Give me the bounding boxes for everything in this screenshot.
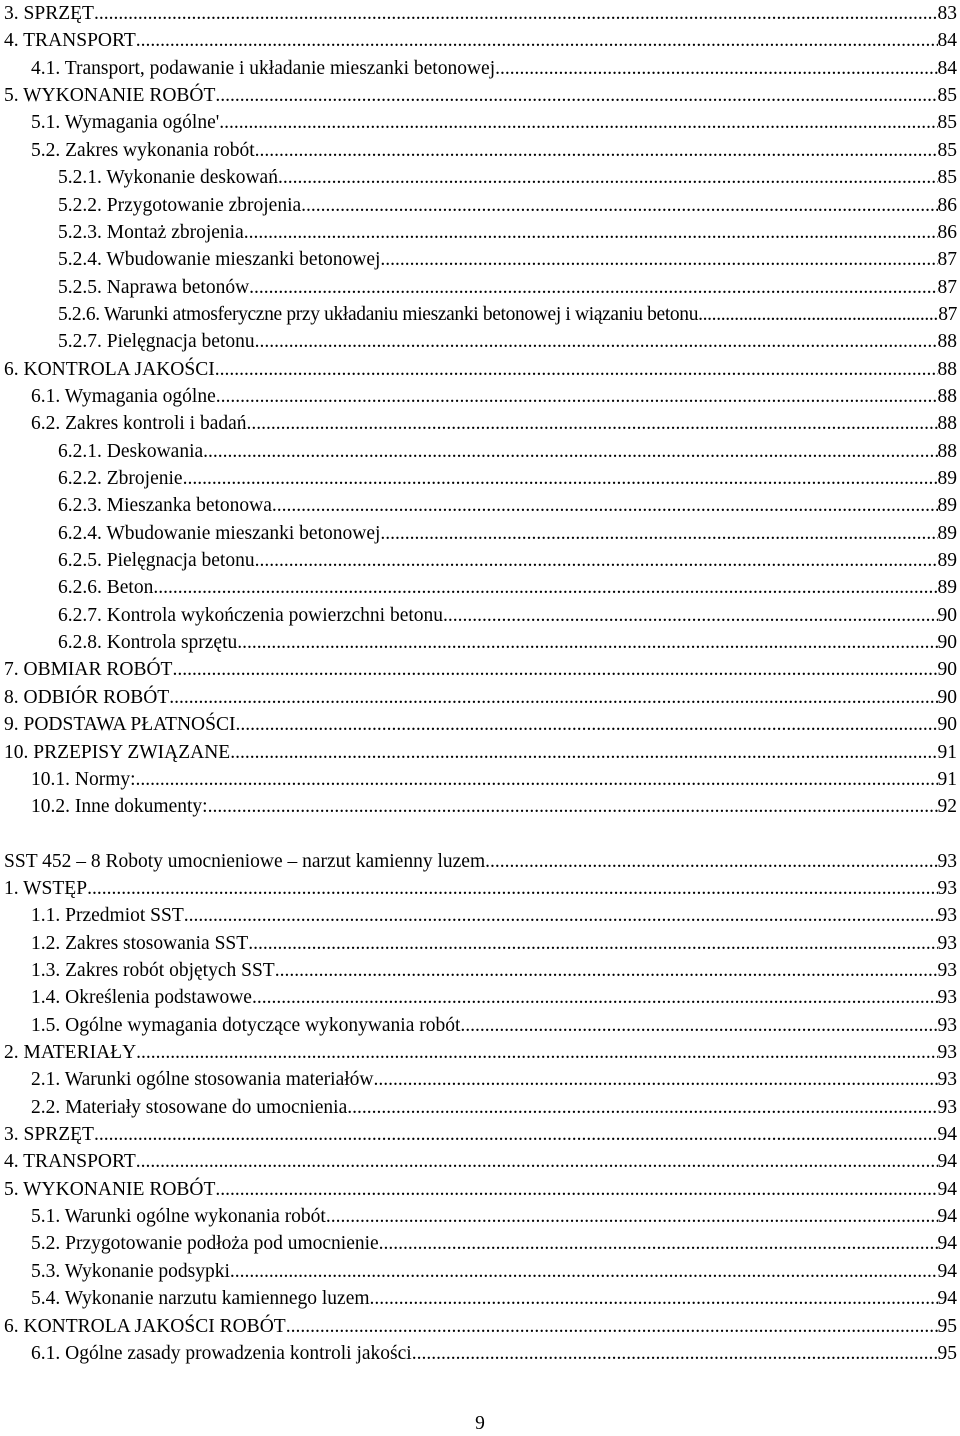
toc-dot-leader [244, 219, 938, 246]
toc-dot-leader [235, 711, 937, 738]
toc-entry-page: 93 [937, 932, 957, 954]
toc-entry-label: 4.1. Transport, podawanie i układanie mieszanki betonowej [31, 57, 496, 79]
toc-entry-page: 94 [937, 1124, 957, 1145]
toc-entry[interactable] [58, 274, 957, 301]
toc-entry[interactable] [58, 629, 957, 656]
toc-dot-leader [230, 1258, 938, 1285]
toc-entry[interactable] [4, 356, 957, 383]
toc-entry[interactable] [31, 1230, 957, 1257]
toc-entry-label: 5.2.5. Naprawa betonów [58, 276, 250, 298]
toc-dot-leader [347, 1094, 937, 1121]
toc-entry-label: 6.2.3. Mieszanka betonowa [58, 495, 272, 517]
toc-dot-leader [286, 1313, 938, 1340]
toc-entry[interactable] [4, 656, 957, 683]
toc-entry-page: 93 [937, 1096, 957, 1118]
toc-entry[interactable] [58, 164, 957, 191]
toc-entry-label: 5.2.7. Pielęgnacja betonu [58, 331, 255, 353]
toc-dot-leader [275, 957, 938, 984]
toc-entry-page: 90 [937, 604, 957, 626]
toc-entry-label: 5.2.1. Wykonanie deskowań [58, 167, 278, 189]
toc-dot-leader [255, 137, 938, 164]
toc-entry[interactable] [4, 0, 957, 27]
toc-entry[interactable] [58, 492, 957, 519]
toc-dot-leader [412, 1340, 938, 1367]
toc-dot-leader [215, 82, 937, 109]
toc-dot-leader [255, 328, 938, 355]
toc-entry[interactable] [4, 1121, 957, 1148]
toc-entry-page: 93 [937, 987, 957, 1009]
toc-entry-page: 90 [937, 714, 957, 736]
toc-entry-label: 1.4. Określenia podstawowe [31, 987, 252, 1009]
toc-entry-page: 91 [937, 741, 957, 763]
toc-entry[interactable] [4, 711, 957, 738]
toc-dot-leader [247, 410, 938, 437]
toc-entry-label: 7. OBMIAR ROBÓT [4, 659, 173, 681]
toc-entry[interactable] [58, 465, 957, 492]
toc-entry-page: 90 [937, 632, 957, 654]
toc-entry-page: 87 [937, 276, 957, 298]
toc-dot-leader [203, 438, 937, 465]
toc-dot-leader [252, 984, 938, 1011]
toc-entry-label: 1.2. Zakres stosowania SST [31, 932, 249, 954]
toc-entry[interactable] [58, 520, 957, 547]
toc-entry[interactable] [4, 82, 957, 109]
toc-entry-page: 87 [937, 249, 957, 271]
toc-entry[interactable] [58, 602, 957, 629]
toc-entry-label: 5.2.3. Montaż zbrojenia [58, 221, 244, 243]
toc-entry-page: 94 [937, 1178, 957, 1200]
toc-dot-leader [94, 0, 938, 27]
toc-dot-leader [255, 547, 938, 574]
toc-entry-label: 1.3. Zakres robót objętych SST [31, 959, 275, 981]
toc-entry[interactable] [31, 984, 957, 1011]
toc-entry[interactable] [4, 27, 957, 54]
toc-entry-label: 3. SPRZĘT [4, 3, 94, 24]
toc-dot-leader [698, 301, 938, 328]
toc-entry[interactable] [58, 246, 957, 273]
page-number: 9 [475, 1413, 485, 1434]
toc-dot-leader [249, 274, 937, 301]
toc-entry-label: 6.2.2. Zbrojenie [58, 468, 183, 489]
toc-entry-page: 85 [937, 167, 957, 189]
toc-dot-leader [216, 383, 938, 410]
toc-entry[interactable] [31, 1258, 957, 1285]
toc-entry[interactable] [4, 1313, 957, 1340]
toc-entry-label: 6.1. Wymagania ogólne [31, 385, 216, 407]
toc-entry-label: 10.2. Inne dokumenty: [31, 796, 208, 818]
toc-entry[interactable] [58, 328, 957, 355]
toc-entry-label: 1. WSTĘP [4, 877, 88, 899]
toc-entry-label: 4. TRANSPORT [4, 1151, 136, 1173]
toc-entry[interactable] [4, 684, 957, 711]
toc-entry-label: 6.2.7. Kontrola wykończenia powierzchni betonu [58, 604, 444, 626]
toc-entry-label: 6. KONTROLA JAKOŚCI ROBÓT [4, 1315, 286, 1337]
toc-dot-leader [184, 902, 938, 929]
toc-dot-leader [443, 602, 937, 629]
toc-entry-page: 88 [937, 331, 957, 353]
toc-entry-label: SST 452 – 8 Roboty umocnieniowe – narzut kamienny luzem [4, 850, 486, 872]
toc-dot-leader [379, 1230, 938, 1257]
toc-dot-leader [208, 793, 938, 820]
toc-dot-leader [248, 930, 937, 957]
toc-entry-page: 89 [937, 550, 957, 571]
toc-entry-page: 87 [938, 303, 957, 325]
toc-entry-label: 10. PRZEPISY ZWIĄZANE [4, 741, 231, 763]
toc-dot-leader [169, 684, 937, 711]
toc-entry[interactable] [31, 410, 957, 437]
toc-dot-leader [460, 1012, 937, 1039]
toc-entry-page: 94 [937, 1151, 957, 1173]
toc-entry-label: 6.1. Ogólne zasady prowadzenia kontroli jakości [31, 1342, 412, 1364]
toc-entry-label: 5.4. Wykonanie narzutu kamiennego luzem [31, 1288, 370, 1310]
toc-dot-leader [326, 1203, 938, 1230]
toc-entry-page: 93 [937, 877, 957, 899]
toc-entry-page: 90 [937, 659, 957, 681]
toc-entry[interactable] [31, 1094, 957, 1121]
toc-entry[interactable] [31, 957, 957, 984]
toc-dot-leader [380, 246, 937, 273]
toc-entry-label: 6.2.1. Deskowania [58, 440, 204, 462]
toc-entry-page: 89 [937, 522, 957, 544]
toc-entry-page: 94 [937, 1260, 957, 1282]
toc-entry-label: 5.2. Zakres wykonania robót [31, 139, 255, 161]
toc-entry[interactable] [4, 875, 957, 902]
toc-entry[interactable] [31, 1012, 957, 1039]
toc-dot-leader [237, 629, 937, 656]
toc-entry[interactable] [4, 1039, 957, 1066]
toc-entry-page: 95 [937, 1315, 957, 1337]
toc-entry-page: 85 [937, 85, 957, 107]
toc-entry-page: 90 [937, 686, 957, 708]
toc-entry-page: 93 [937, 1042, 957, 1063]
toc-entry-label: 5.2.4. Wbudowanie mieszanki betonowej [58, 249, 381, 271]
toc-dot-leader [215, 1176, 937, 1203]
toc-dot-leader [374, 1066, 938, 1093]
toc-dot-leader [94, 1121, 938, 1148]
toc-entry[interactable] [58, 547, 957, 574]
toc-entry-label: 2.2. Materiały stosowane do umocnienia [31, 1096, 348, 1118]
toc-entry-label: 2. MATERIAŁY [4, 1042, 137, 1063]
toc-entry-page: 94 [937, 1233, 957, 1255]
toc-entry[interactable] [31, 1285, 957, 1312]
toc-entry-label: 5.2.6. Warunki atmosferyczne przy układaniu mieszanki betonowej i wiązaniu betonu [58, 303, 699, 325]
toc-dot-leader [136, 27, 938, 54]
toc-dot-leader [215, 356, 938, 383]
toc-entry-label: 2.1. Warunki ogólne stosowania materiałów [31, 1069, 374, 1091]
toc-entry-page: 86 [937, 221, 957, 243]
toc-dot-leader [219, 109, 937, 136]
toc-dot-leader [495, 55, 937, 82]
toc-entry-page: 84 [937, 57, 957, 79]
toc-entry-label: 10.1. Normy: [31, 768, 136, 790]
toc-entry-label: 5. WYKONANIE ROBÓT [4, 1178, 216, 1200]
toc-entry[interactable] [58, 192, 957, 219]
toc-entry-page: 88 [937, 440, 957, 462]
toc-dot-leader [230, 739, 937, 766]
toc-dot-leader [301, 192, 937, 219]
toc-entry-label: 5.3. Wykonanie podsypki [31, 1260, 230, 1282]
toc-entry[interactable] [58, 219, 957, 246]
toc-dot-leader [278, 164, 938, 191]
toc-entry[interactable] [31, 55, 957, 82]
toc-entry-page: 95 [937, 1342, 957, 1364]
toc-entry-page: 93 [937, 850, 957, 872]
toc-entry[interactable] [31, 1340, 957, 1367]
toc-entry-page: 88 [937, 413, 957, 435]
toc-entry-page: 89 [937, 468, 957, 489]
toc-entry-label: 1.5. Ogólne wymagania dotyczące wykonywania robót [31, 1014, 461, 1036]
toc-dot-leader [272, 492, 938, 519]
toc-entry[interactable] [31, 137, 957, 164]
toc-entry-page: 93 [937, 1014, 957, 1036]
toc-entry-label: 6.2. Zakres kontroli i badań [31, 413, 247, 435]
toc-entry-label: 5. WYKONANIE ROBÓT [4, 85, 216, 107]
toc-entry[interactable] [31, 930, 957, 957]
toc-entry-label: 5.2. Przygotowanie podłoża pod umocnienie [31, 1233, 379, 1255]
toc-entry-page: 89 [937, 495, 957, 517]
toc-entry-label: 6. KONTROLA JAKOŚCI [4, 358, 215, 380]
toc-entry-page: 89 [937, 577, 957, 599]
toc-entry[interactable] [4, 1176, 957, 1203]
toc-entry[interactable] [31, 383, 957, 410]
toc-entry-label: 6.2.4. Wbudowanie mieszanki betonowej [58, 522, 381, 544]
toc-entry[interactable] [4, 1148, 957, 1175]
toc-entry[interactable] [31, 793, 957, 820]
toc-entry-label: 6.2.8. Kontrola sprzętu [58, 632, 238, 654]
toc-entry-page: 88 [937, 358, 957, 380]
toc-entry-label: 5.1. Wymagania ogólne' [31, 112, 220, 134]
toc-entry[interactable] [31, 1203, 957, 1230]
toc-dot-leader [370, 1285, 938, 1312]
toc-entry-page: 93 [937, 1069, 957, 1091]
toc-entry-page: 91 [937, 768, 957, 790]
toc-entry-label: 5.2.2. Przygotowanie zbrojenia [58, 194, 302, 216]
toc-entry-page: 88 [937, 385, 957, 407]
toc-entry-label: 3. SPRZĘT [4, 1124, 94, 1145]
toc-entry[interactable] [58, 574, 957, 601]
toc-entry-page: 83 [937, 3, 957, 24]
toc-entry-page: 94 [937, 1206, 957, 1227]
toc-dot-leader [485, 848, 937, 875]
toc-dot-leader [183, 465, 938, 492]
toc-dot-leader [87, 875, 937, 902]
toc-entry-label: 6.2.6. Beton [58, 577, 154, 599]
toc-entry-label: 8. ODBIÓR ROBÓT [4, 686, 170, 708]
toc-entry-page: 93 [937, 959, 957, 981]
toc-entry-page: 94 [937, 1288, 957, 1310]
toc-entry[interactable] [31, 109, 957, 136]
toc-entry[interactable] [58, 301, 957, 328]
toc-entry-page: 92 [937, 796, 957, 818]
toc-entry[interactable] [31, 1066, 957, 1093]
toc-entry-label: 1.1. Przedmiot SST [31, 905, 184, 927]
toc-entry-page: 85 [937, 139, 957, 161]
toc-entry[interactable] [31, 766, 957, 793]
toc-entry[interactable] [4, 848, 957, 875]
toc-dot-leader [136, 1148, 938, 1175]
toc-dot-leader [172, 656, 937, 683]
toc-dot-leader [153, 574, 937, 601]
toc-entry-page: 86 [937, 194, 957, 216]
toc-entry-label: 4. TRANSPORT [4, 30, 136, 52]
toc-entry-label: 9. PODSTAWA PŁATNOŚCI [4, 714, 236, 736]
toc-entry-label: 6.2.5. Pielęgnacja betonu [58, 550, 255, 571]
toc-entry[interactable] [4, 739, 957, 766]
toc-dot-leader [136, 766, 938, 793]
toc-entry[interactable] [31, 902, 957, 929]
toc-entry-label: 5.1. Warunki ogólne wykonania robót [31, 1206, 326, 1227]
toc-entry-page: 93 [937, 905, 957, 927]
toc-entry-page: 85 [937, 112, 957, 134]
toc-dot-leader [380, 520, 937, 547]
toc-entry[interactable] [58, 438, 957, 465]
toc-dot-leader [136, 1039, 937, 1066]
toc-entry-page: 84 [937, 30, 957, 52]
